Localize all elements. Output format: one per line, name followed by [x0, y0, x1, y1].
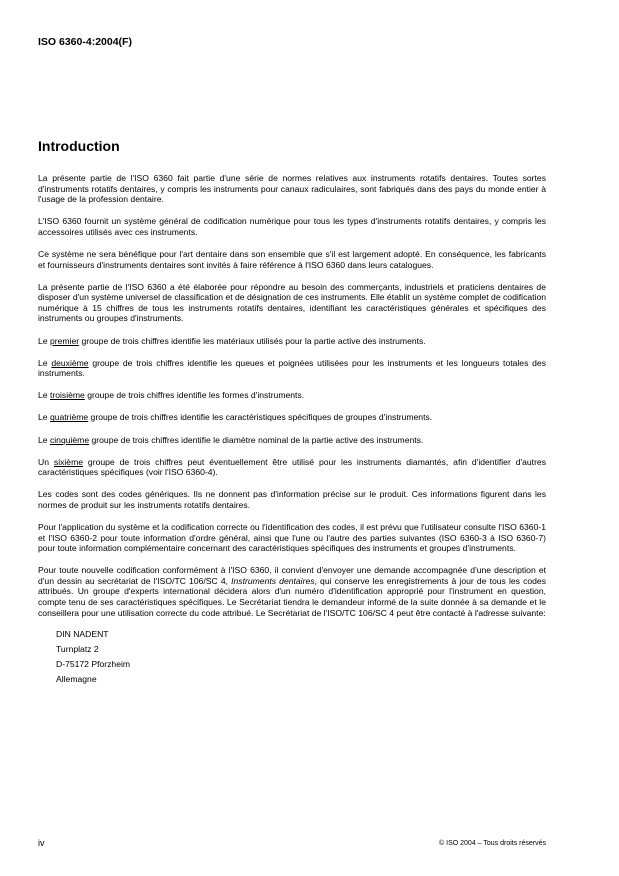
document-id-header: ISO 6360-4:2004(F) — [38, 36, 132, 48]
text-fragment: groupe de trois chiffres identifie les caractéristiques spécifiques de groupes d'instruments. — [88, 412, 433, 423]
underlined-term: deuxième — [51, 357, 89, 368]
paragraph-group-6 — [38, 457, 546, 478]
paragraph-group-2 — [38, 358, 546, 379]
secretariat-address — [56, 627, 546, 688]
paragraph-purpose: La présente partie de l'ISO 6360 a été élaborée pour répondre au besoin des commerçants, industriels et praticiens dentaires de disposer d'un système universel de classification et de désignation de ces instruments. Elle établit un système complet de codification numérique à 15 chiffres de tous les instruments rotatifs dentaires, identifiant les caractéristiques générales et spécifiques des instruments ou groupes d'instruments. — [38, 281, 546, 324]
text-fragment: groupe de trois chiffres identifie les matériaux utilisés pour la partie active des instruments. — [79, 335, 426, 346]
paragraph-application: Pour l'application du système et la codification correcte ou l'identification des codes, il est prévu que l'utilisateur consulte l'ISO 6360-1 et l'ISO 6360-2 pour toute information d'ordre général, ainsi que l'une ou l'autre des parties suivantes (ISO 6360-3 à ISO 6360-7) pour toute information complémentaire concernant des caractéristiques spécifiques des instruments et groupes d'instruments. — [38, 521, 546, 554]
address-line: D-75172 Pforzheim — [56, 659, 131, 670]
paragraph-scope: La présente partie de l'ISO 6360 fait partie d'une série de normes relatives aux instruments rotatifs dentaires. Toutes sortes d'instruments rotatifs dentaires, y compris les instruments pour canaux radiculaires, sont fabriqués dans des pays du monde entier à l'usage de la profession dentaire. — [38, 173, 546, 205]
underlined-term: sixième — [53, 456, 84, 467]
text-fragment: Un — [38, 456, 54, 467]
underlined-term: cinquième — [49, 434, 90, 445]
text-fragment: Le — [38, 412, 50, 423]
text-fragment: groupe de trois chiffres identifie les formes d'instruments. — [84, 390, 305, 401]
paragraph-group-3 — [38, 390, 546, 401]
page-number: iv — [38, 838, 45, 848]
text-fragment: groupe de trois chiffres identifie les queues et poignées utilisées pour les instruments et les longueurs totales des instruments. — [38, 357, 546, 379]
text-fragment: , qui conserve les enregistrements à jour de tous les codes attribués. Un groupe d'experts international décidera alors d'un numéro d'identification approprié pour l'instrument en question, compte tenu de ses caractéristiques spécifiques. Le Secrétariat tiendra le demandeur informé de la suite donnée à sa demande et le conseillera pour une utilisation correcte du code attribué. Le Secrétariat de l'ISO/TC 106/SC 4 peut être contacté à l'adresse suivante: — [38, 575, 546, 618]
underlined-term: quatrième — [49, 412, 89, 423]
text-fragment: Le — [38, 335, 50, 346]
paragraph-group-1 — [38, 336, 546, 347]
address-line: DIN NADENT — [56, 628, 109, 639]
copyright-notice: © ISO 2004 – Tous droits réservés — [439, 840, 546, 847]
paragraph-group-5 — [38, 435, 546, 446]
underlined-term: troisième — [49, 390, 85, 401]
paragraph-coding-system: L'ISO 6360 fournit un système général de codification numérique pour tous les types d'instruments rotatifs dentaires, y compris les accessoires utilisés avec ces instruments. — [38, 216, 546, 237]
paragraph-new-codification — [38, 565, 546, 618]
paragraph-group-4 — [38, 412, 546, 423]
text-fragment: groupe de trois chiffres peut éventuellement être utilisé pour les instruments diamantés, afin d'identifier d'autres caractéristiques spécifiques (voir l'ISO 6360-4). — [38, 456, 547, 478]
section-title: Introduction — [38, 138, 120, 154]
text-fragment: groupe de trois chiffres identifie le diamètre nominal de la partie active des instruments. — [89, 434, 424, 445]
text-fragment: Le — [38, 390, 50, 401]
underlined-term: premier — [49, 335, 80, 346]
italic-term: Instruments dentaires — [231, 575, 315, 586]
address-line: Turnplatz 2 — [56, 643, 99, 654]
text-fragment: Le — [38, 434, 50, 445]
address-line: Allemagne — [56, 674, 97, 685]
paragraph-generic-codes: Les codes sont des codes génériques. Ils ne donnent pas d'information précise sur le produit. Ces informations figurent dans les normes de produit sur les instruments rotatifs dentaires. — [38, 489, 546, 510]
introduction-body — [38, 173, 546, 688]
text-fragment: Le — [38, 357, 52, 368]
paragraph-adoption: Ce système ne sera bénéfique pour l'art dentaire dans son ensemble que s'il est largement adopté. En conséquence, les fabricants et fournisseurs d'instruments dentaires sont invités à faire référence à l'ISO 6360 dans leurs catalogues. — [38, 248, 546, 270]
text-fragment: Pour toute nouvelle codification conformément à l'ISO 6360, il convient d'envoyer une demande accompagnée d'une description et d'un dessin au secrétariat de l'ISO/TC 106/SC 4, — [38, 565, 546, 586]
